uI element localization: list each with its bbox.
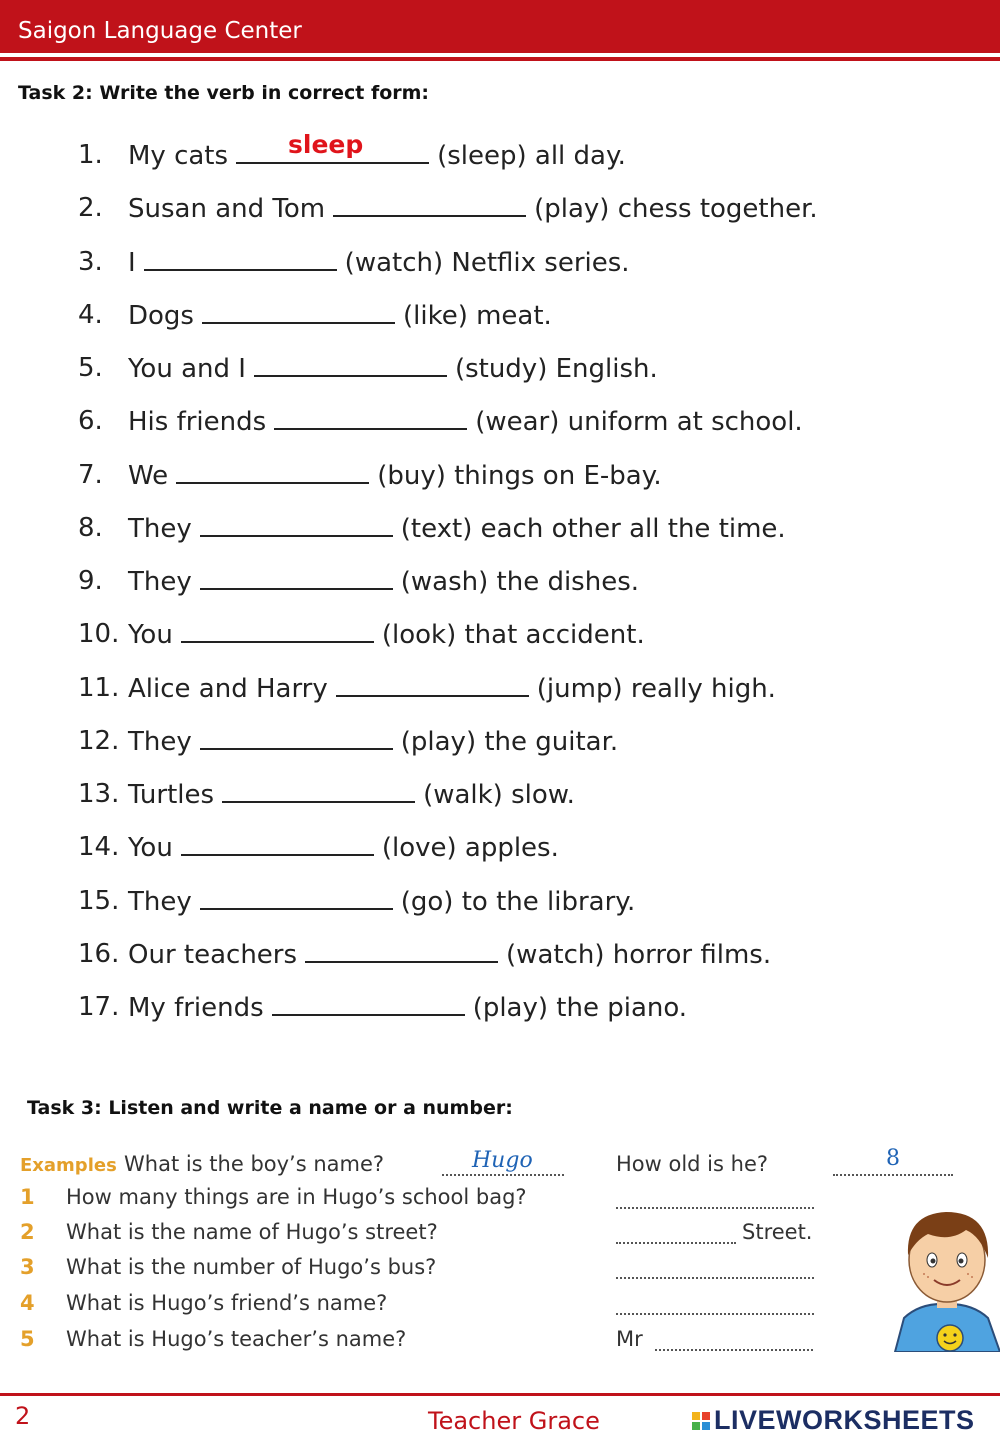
task3-answer-line[interactable] (616, 1232, 736, 1244)
task2-item-text (128, 140, 626, 171)
answer-blank[interactable] (200, 566, 393, 590)
task3-question-text: What is Hugo’s teacher’s name? (66, 1327, 407, 1351)
task2-item-text (128, 460, 662, 491)
task2-item-verb-hint: (walk) slow. (423, 780, 575, 810)
answer-blank[interactable] (272, 992, 465, 1016)
task2-item-number: 16. (78, 938, 120, 969)
liveworksheets-logo[interactable] (692, 1405, 975, 1436)
task2-item-subject: Susan and Tom (128, 194, 326, 225)
task2-item-subject: They (128, 886, 192, 917)
task2-item-subject: His friends (128, 407, 267, 438)
task2-item-verb-hint: (go) to the library. (400, 886, 636, 917)
task2-heading: Task 2: Write the verb in correct form: (18, 82, 430, 104)
task3-question-number: 2 (20, 1220, 35, 1244)
task2-item-verb-hint: (buy) things on E-bay. (377, 460, 662, 491)
answer-blank[interactable] (202, 300, 395, 324)
task3-answer-suffix: Street. (742, 1220, 813, 1244)
task2-item-subject: Our teachers (128, 939, 298, 970)
task3-question-row (0, 1185, 880, 1215)
task2-item-text (128, 300, 552, 331)
filled-answer-1: sleep (288, 130, 364, 159)
task2-item-verb-hint: (look) that accident. (381, 620, 645, 651)
task2-item-number: 11. (78, 672, 120, 703)
answer-blank[interactable] (144, 247, 337, 271)
task2-item-number: 8. (78, 512, 103, 543)
examples-label: Examples (20, 1155, 117, 1176)
task2-item-text (128, 992, 687, 1023)
task2-item-subject: Turtles (128, 780, 215, 810)
task2-item-text (128, 832, 559, 863)
task3-answer-prefix: Mr (616, 1327, 643, 1351)
example-question-2: How old is he? (616, 1152, 769, 1176)
task2-item-number: 12. (78, 725, 120, 756)
task2-item-subject: They (128, 726, 192, 757)
task2-item-verb-hint: (play) the guitar. (400, 726, 619, 757)
task3-question-text: How many things are in Hugo’s school bag? (66, 1185, 527, 1209)
answer-blank[interactable] (181, 832, 374, 856)
task3-question-text: What is the name of Hugo’s street? (66, 1220, 438, 1244)
answer-blank[interactable] (254, 353, 447, 377)
task2-item-text (128, 513, 786, 544)
task2-item-text (128, 726, 618, 757)
answer-blank[interactable] (181, 619, 374, 643)
task2-item-text (128, 939, 771, 970)
task2-item-verb-hint: (wash) the dishes. (400, 567, 640, 597)
example-question-1: What is the boy’s name? (124, 1152, 385, 1176)
task2-item-verb-hint: (study) English. (454, 354, 658, 384)
task2-item-text (128, 193, 818, 224)
answer-blank[interactable] (200, 726, 393, 750)
task2-item-text (128, 566, 639, 597)
task3-question-number: 1 (20, 1185, 35, 1209)
answer-blank[interactable] (336, 673, 529, 697)
task2-item-verb-hint: (sleep) all day. (437, 141, 626, 171)
task2-item-verb-hint: (play) the piano. (472, 993, 688, 1023)
task3-question-row (0, 1255, 880, 1285)
task2-item-number: 14. (78, 832, 120, 863)
teacher-name: Teacher Grace (428, 1407, 600, 1435)
task2-item-number: 2. (78, 193, 103, 224)
task2-item-subject: Dogs (128, 300, 194, 331)
header-bar (0, 0, 1000, 53)
task2-item-verb-hint: (love) apples. (381, 833, 559, 864)
task3-question-row (0, 1220, 880, 1250)
task2-item-text (128, 406, 803, 437)
task2-item-number: 1. (78, 140, 103, 170)
task2-item-number: 6. (78, 406, 103, 437)
liveworksheets-logo-icon (692, 1412, 710, 1430)
task2-item-text (128, 247, 630, 278)
task2-item-number: 15. (78, 885, 120, 916)
task2-item-subject: My friends (128, 993, 264, 1023)
answer-blank[interactable] (274, 406, 467, 430)
task2-item-number: 7. (78, 459, 103, 490)
task3-question-row (0, 1327, 880, 1357)
example-row (0, 1146, 1000, 1182)
task2-item-number: 9. (78, 566, 103, 596)
task2-item-verb-hint: (like) meat. (402, 300, 552, 331)
task2-item-text (128, 779, 575, 810)
center-name: Saigon Language Center (18, 18, 302, 44)
answer-blank[interactable] (200, 886, 393, 910)
liveworksheets-brand: LIVEWORKSHEETS (714, 1405, 975, 1435)
task2-item-subject: You and I (128, 354, 246, 384)
example-answer-2: 8 (886, 1146, 900, 1171)
answer-blank[interactable] (222, 779, 415, 803)
task2-item-subject: My cats (128, 141, 229, 171)
task3-answer-line[interactable] (616, 1303, 814, 1315)
task2-item-subject: You (128, 833, 173, 864)
task2-item-text (128, 619, 645, 650)
task2-item-subject: They (128, 567, 192, 597)
task2-item-verb-hint: (play) chess together. (534, 194, 818, 225)
task2-item-subject: I (128, 247, 136, 278)
task2-item-verb-hint: (wear) uniform at school. (475, 407, 803, 438)
task3-question-text: What is the number of Hugo’s bus? (66, 1255, 437, 1279)
task2-item-number: 5. (78, 353, 103, 383)
answer-blank[interactable] (305, 939, 498, 963)
task3-question-number: 4 (20, 1291, 35, 1315)
task3-question-number: 3 (20, 1255, 35, 1279)
task2-item-subject: Alice and Harry (128, 673, 328, 704)
task2-item-verb-hint: (watch) horror films. (506, 939, 772, 970)
task2-item-number: 4. (78, 299, 103, 330)
task2-item-subject: We (128, 460, 169, 491)
task2-item-number: 17. (78, 992, 120, 1022)
task2-item-verb-hint: (jump) really high. (536, 673, 776, 704)
task2-item-text (128, 673, 776, 704)
task2-item-number: 3. (78, 246, 103, 277)
example-answer-1: Hugo (472, 1148, 533, 1173)
task2-item-text (128, 886, 635, 917)
task2-item-number: 10. (78, 619, 120, 650)
answer-blank[interactable] (200, 513, 393, 537)
task2-item-subject: They (128, 513, 192, 544)
task2-item-verb-hint: (text) each other all the time. (400, 513, 786, 544)
task3-answer-line[interactable] (616, 1197, 814, 1209)
task3-answer-line[interactable] (655, 1339, 813, 1351)
task2-item-subject: You (128, 620, 173, 651)
header-rule (0, 57, 1000, 61)
footer-rule (0, 1393, 1000, 1396)
boy-illustration (890, 1200, 1000, 1352)
task2-item-number: 13. (78, 779, 120, 809)
task3-question-row (0, 1291, 880, 1321)
task3-question-text: What is Hugo’s friend’s name? (66, 1291, 388, 1315)
task3-heading: Task 3: Listen and write a name or a number: (27, 1097, 513, 1119)
answer-blank[interactable] (176, 460, 369, 484)
task2-item-verb-hint: (watch) Netflix series. (344, 247, 630, 278)
task3-question-number: 5 (20, 1327, 35, 1351)
task3-answer-line[interactable] (616, 1267, 814, 1279)
page-number: 2 (15, 1402, 31, 1430)
task2-item-text (128, 353, 658, 384)
answer-blank[interactable] (333, 193, 526, 217)
